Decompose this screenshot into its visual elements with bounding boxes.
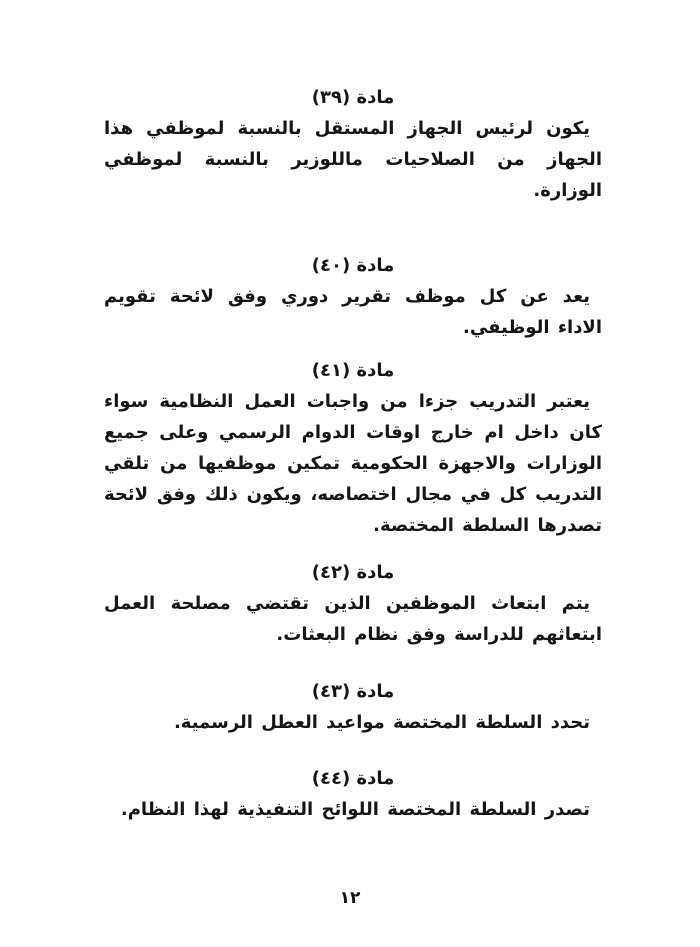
article-40-heading: مادة (٤٠) [311, 255, 395, 276]
article-40-body: يعد عن كل موظف تقرير دوري وفق لائحة تقويم الاداء الوظيفي. [104, 286, 602, 338]
article-44-heading: مادة (٤٤) [311, 768, 395, 789]
article-42 [104, 557, 602, 650]
article-41-heading: مادة (٤١) [311, 360, 395, 381]
article-41-body: يعتبر التدريب جزءا من واجبات العمل النظامية سواء كان داخل ام خارج اوقات الدوام الرسمي وعلى جميع الوزارات والاجهزة الحكومية تمكين موظفيها من تلقي التدريب كل في مجال اختصاصه، ويكون ذلك وفق لائحة تصدرها السلطة المختصة. [104, 391, 602, 536]
article-43-body: تحدد السلطة المختصة مواعيد العطل الرسمية. [173, 712, 590, 733]
article-39-heading: مادة (٣٩) [311, 87, 395, 108]
article-42-body: يتم ابتعاث الموظفين الذين تقتضي مصلحة العمل ابتعاثهم للدراسة وفق نظام البعثات. [104, 593, 602, 645]
article-39 [104, 82, 602, 206]
article-40 [104, 250, 602, 343]
page-number: ١٢ [339, 888, 361, 908]
article-44-body: تصدر السلطة المختصة اللوائح التنفيذية لهذا النظام. [120, 799, 590, 820]
article-42-heading: مادة (٤٢) [311, 562, 395, 583]
page-content [104, 82, 602, 825]
article-41 [104, 355, 602, 541]
article-39-body: يكون لرئيس الجهاز المستقل بالنسبة لموظفي هذا الجهاز من الصلاحيات ماللوزير بالنسبة لموظفي الوزارة. [104, 118, 602, 201]
article-43-heading: مادة (٤٣) [311, 681, 395, 702]
article-43 [104, 676, 602, 738]
article-44 [104, 763, 602, 825]
